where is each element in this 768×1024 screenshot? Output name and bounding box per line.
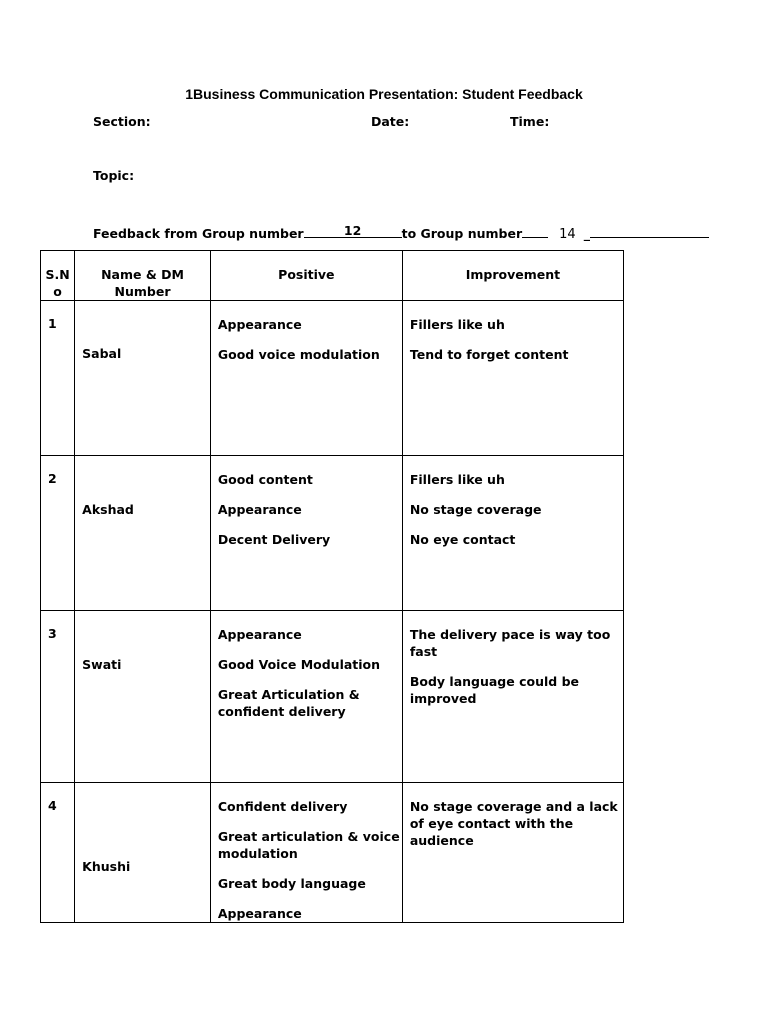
table-header-row [41, 251, 624, 301]
improvement-item: Body language could be improved [409, 674, 579, 706]
positive-item: Great articulation & voice modulation [217, 829, 400, 861]
time-label: Time: [510, 114, 550, 129]
row-name: Akshad [82, 502, 134, 517]
feedback-from-label: Feedback from Group number [93, 226, 304, 241]
row-improvement [402, 301, 623, 456]
row-name-cell [75, 456, 211, 611]
section-label: Section: [93, 114, 151, 129]
improvement-item: Fillers like uh [409, 317, 505, 332]
header-sno: S.N o [41, 251, 75, 301]
row-name: Sabal [82, 346, 122, 361]
row-name: Swati [82, 657, 122, 672]
positive-item: Confident delivery [217, 799, 348, 814]
table-row [41, 301, 624, 456]
positive-item: Appearance [217, 502, 302, 517]
positive-item: Good voice modulation [217, 347, 380, 362]
row-positive [210, 783, 402, 923]
positive-item: Great body language [217, 876, 366, 891]
row-positive [210, 301, 402, 456]
row-improvement [402, 783, 623, 923]
improvement-item: Fillers like uh [409, 472, 505, 487]
row-sno: 4 [41, 783, 75, 923]
improvement-item: No eye contact [409, 532, 516, 547]
to-group-underscore: _ [583, 226, 590, 241]
row-improvement [402, 456, 623, 611]
feedback-table [40, 250, 624, 923]
to-group-label: to Group number [401, 226, 523, 241]
positive-item: Appearance [217, 317, 302, 332]
row-name: Khushi [82, 859, 131, 874]
row-name-cell [75, 301, 211, 456]
table-row [41, 456, 624, 611]
row-name-cell [75, 611, 211, 783]
row-improvement [402, 611, 623, 783]
positive-item: Great Articulation & confident delivery [217, 687, 360, 719]
improvement-item: Tend to forget content [409, 347, 569, 362]
feedback-line [93, 223, 709, 242]
to-group-blank-left [522, 223, 548, 238]
improvement-item: No stage coverage and a lack of eye contact with the audience [409, 799, 618, 848]
from-group-blank [304, 223, 402, 238]
topic-label: Topic: [93, 168, 135, 183]
positive-item: Good Voice Modulation [217, 657, 381, 672]
row-sno: 1 [41, 301, 75, 456]
page-title: 1Business Communication Presentation: Student Feedback [185, 86, 583, 102]
date-label: Date: [371, 114, 410, 129]
improvement-item: The delivery pace is way too fast [409, 627, 611, 659]
header-name: Name & DM Number [75, 251, 211, 301]
table-row [41, 783, 624, 923]
row-sno: 3 [41, 611, 75, 783]
positive-item: Good content [217, 472, 313, 487]
positive-item: Appearance [217, 906, 302, 921]
improvement-item: No stage coverage [409, 502, 542, 517]
row-positive [210, 611, 402, 783]
from-group-value: 12 [343, 223, 362, 238]
header-positive: Positive [210, 251, 402, 301]
to-group-blank-right [590, 223, 709, 238]
positive-item: Decent Delivery [217, 532, 331, 547]
row-sno: 2 [41, 456, 75, 611]
row-name-cell [75, 783, 211, 923]
to-group-value: 14 [559, 227, 576, 242]
header-improvement: Improvement [402, 251, 623, 301]
table-row [41, 611, 624, 783]
row-positive [210, 456, 402, 611]
positive-item: Appearance [217, 627, 302, 642]
